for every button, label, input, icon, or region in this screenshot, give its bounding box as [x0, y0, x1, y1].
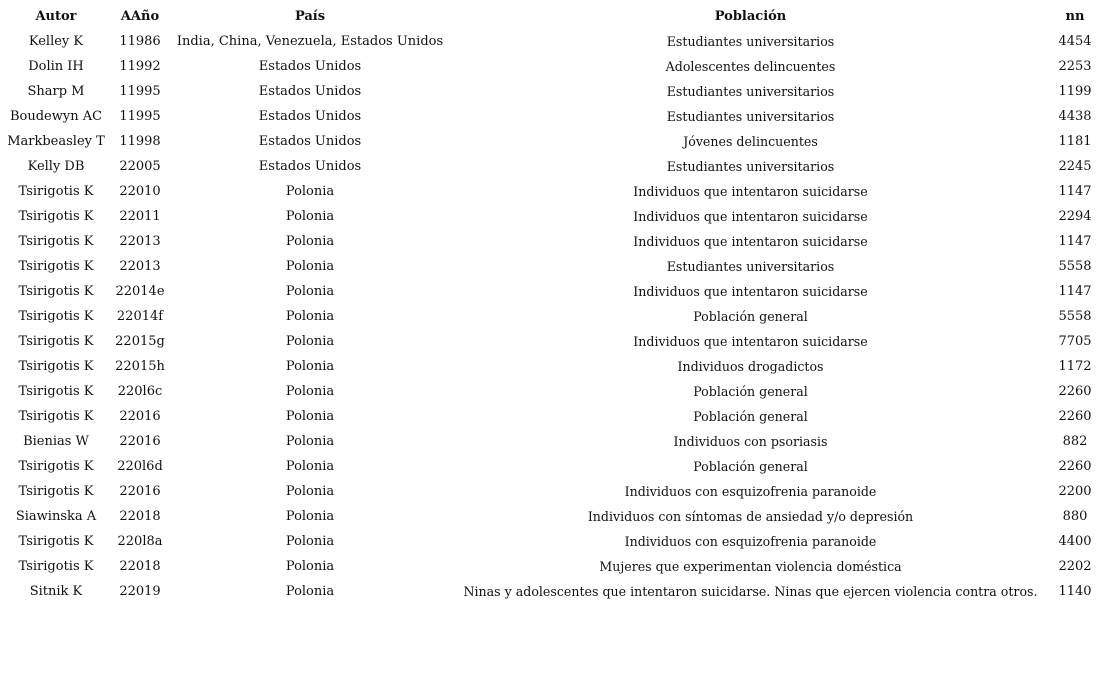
cell-poblacion: Población general — [693, 384, 808, 399]
cell-autor: Tsirigotis K — [18, 259, 94, 274]
table-row — [0, 579, 1101, 604]
cell-autor: Tsirigotis K — [18, 184, 94, 199]
table-header — [0, 4, 1101, 29]
header-nn: nn — [1065, 9, 1085, 24]
table-row — [0, 404, 1101, 429]
cell-autor: Sharp M — [27, 84, 85, 99]
table-row — [0, 279, 1101, 304]
cell-nn: 7705 — [1058, 334, 1092, 349]
cell-pais: Estados Unidos — [258, 59, 362, 74]
cell-poblacion: Individuos que intentaron suicidarse — [633, 184, 868, 199]
cell-autor: Tsirigotis K — [18, 359, 94, 374]
cell-anio: 11986 — [119, 34, 161, 49]
table-row — [0, 254, 1101, 279]
cell-poblacion: Individuos con psoriasis — [673, 434, 828, 449]
cell-anio: 22005 — [119, 159, 161, 174]
table-body — [0, 29, 1101, 604]
cell-anio: 22011 — [119, 209, 161, 224]
cell-anio: 22016 — [119, 409, 161, 424]
cell-anio: 11995 — [119, 84, 161, 99]
cell-poblacion: Estudiantes universitarios — [666, 259, 835, 274]
table-row — [0, 479, 1101, 504]
cell-poblacion: Individuos drogadictos — [677, 359, 824, 374]
cell-anio: 11998 — [119, 134, 161, 149]
cell-pais: Polonia — [285, 384, 335, 399]
cell-nn: 2294 — [1058, 209, 1092, 224]
cell-autor: Tsirigotis K — [18, 484, 94, 499]
cell-pais: Polonia — [285, 209, 335, 224]
cell-poblacion: Estudiantes universitarios — [666, 159, 835, 174]
cell-poblacion: Población general — [693, 309, 808, 324]
table-row — [0, 504, 1101, 529]
cell-nn: 4454 — [1058, 34, 1092, 49]
cell-pais: Polonia — [285, 309, 335, 324]
cell-pais: Polonia — [285, 334, 335, 349]
cell-poblacion: Individuos con síntomas de ansiedad y/o depresión — [587, 509, 914, 524]
cell-nn: 2245 — [1058, 159, 1092, 174]
cell-anio: 22010 — [119, 184, 161, 199]
cell-anio: 22018 — [119, 509, 161, 524]
table-row — [0, 329, 1101, 354]
cell-nn: 1181 — [1058, 134, 1092, 149]
cell-nn: 1147 — [1058, 234, 1092, 249]
cell-pais: Estados Unidos — [258, 159, 362, 174]
cell-anio: 22015g — [115, 334, 165, 349]
cell-poblacion: Ninas y adolescentes que intentaron suicidarse. Ninas que ejercen violencia contra otros. — [463, 584, 1038, 599]
table-row — [0, 554, 1101, 579]
cell-poblacion: Adolescentes delincuentes — [665, 59, 836, 74]
table-row — [0, 29, 1101, 54]
cell-autor: Tsirigotis K — [18, 284, 94, 299]
cell-autor: Dolin IH — [28, 59, 84, 74]
cell-autor: Tsirigotis K — [18, 209, 94, 224]
table-row — [0, 179, 1101, 204]
cell-poblacion: Individuos con esquizofrenia paranoide — [624, 534, 877, 549]
cell-anio: 220l6c — [117, 384, 163, 399]
cell-pais: Polonia — [285, 509, 335, 524]
cell-pais: Estados Unidos — [258, 84, 362, 99]
cell-anio: 22016 — [119, 484, 161, 499]
cell-anio: 22013 — [119, 234, 161, 249]
cell-autor: Bienias W — [23, 434, 89, 449]
cell-anio: 11992 — [119, 59, 161, 74]
table-row — [0, 379, 1101, 404]
cell-poblacion: Población general — [693, 459, 808, 474]
table-row — [0, 354, 1101, 379]
cell-autor: Tsirigotis K — [18, 534, 94, 549]
cell-nn: 2260 — [1058, 459, 1092, 474]
cell-autor: Markbeasley T — [7, 134, 105, 149]
cell-autor: Siawinska A — [15, 509, 97, 524]
cell-poblacion: Estudiantes universitarios — [666, 34, 835, 49]
cell-autor: Kelley K — [28, 34, 84, 49]
cell-nn: 882 — [1062, 434, 1088, 449]
cell-pais: Estados Unidos — [258, 134, 362, 149]
cell-anio: 22015h — [115, 359, 165, 374]
cell-autor: Kelly DB — [27, 159, 85, 174]
cell-nn: 880 — [1062, 509, 1088, 524]
header-autor: Autor — [35, 9, 77, 24]
cell-nn: 1199 — [1058, 84, 1092, 99]
cell-pais: Polonia — [285, 234, 335, 249]
cell-nn: 1172 — [1058, 359, 1092, 374]
cell-autor: Tsirigotis K — [18, 559, 94, 574]
table-row — [0, 429, 1101, 454]
cell-anio: 22013 — [119, 259, 161, 274]
cell-anio: 22016 — [119, 434, 161, 449]
cell-nn: 2260 — [1058, 409, 1092, 424]
cell-pais: Polonia — [285, 184, 335, 199]
cell-anio: 220l8a — [117, 534, 163, 549]
cell-pais: Polonia — [285, 409, 335, 424]
cell-autor: Boudewyn AC — [9, 109, 103, 124]
cell-autor: Tsirigotis K — [18, 334, 94, 349]
cell-pais: Polonia — [285, 284, 335, 299]
cell-nn: 2200 — [1058, 484, 1092, 499]
cell-pais: Polonia — [285, 459, 335, 474]
table-row — [0, 204, 1101, 229]
cell-poblacion: Individuos que intentaron suicidarse — [633, 334, 868, 349]
cell-anio: 22014f — [116, 309, 164, 324]
cell-nn: 4400 — [1058, 534, 1092, 549]
cell-poblacion: Estudiantes universitarios — [666, 84, 835, 99]
cell-poblacion: Individuos que intentaron suicidarse — [633, 234, 868, 249]
header-anio: AAño — [120, 9, 160, 24]
cell-poblacion: Individuos que intentaron suicidarse — [633, 284, 868, 299]
cell-anio: 11995 — [119, 109, 161, 124]
cell-autor: Tsirigotis K — [18, 309, 94, 324]
studies-table — [0, 4, 1101, 604]
header-row — [0, 4, 1101, 29]
header-poblacion: Población — [714, 9, 787, 24]
cell-anio: 22014e — [115, 284, 165, 299]
cell-pais: Polonia — [285, 359, 335, 374]
cell-pais: Polonia — [285, 534, 335, 549]
cell-pais: India, China, Venezuela, Estados Unidos — [176, 34, 444, 49]
table-row — [0, 304, 1101, 329]
table-row — [0, 229, 1101, 254]
cell-pais: Polonia — [285, 259, 335, 274]
table-row — [0, 454, 1101, 479]
cell-nn: 5558 — [1058, 259, 1092, 274]
table-row — [0, 79, 1101, 104]
table-row — [0, 104, 1101, 129]
cell-poblacion: Jóvenes delincuentes — [683, 134, 818, 149]
cell-pais: Polonia — [285, 559, 335, 574]
cell-pais: Estados Unidos — [258, 109, 362, 124]
cell-poblacion: Población general — [693, 409, 808, 424]
table-row — [0, 154, 1101, 179]
cell-autor: Tsirigotis K — [18, 409, 94, 424]
cell-poblacion: Individuos que intentaron suicidarse — [633, 209, 868, 224]
cell-autor: Tsirigotis K — [18, 384, 94, 399]
header-pais: País — [294, 9, 326, 24]
cell-nn: 1140 — [1058, 584, 1092, 599]
cell-nn: 2260 — [1058, 384, 1092, 399]
cell-anio: 22018 — [119, 559, 161, 574]
cell-anio: 22019 — [119, 584, 161, 599]
cell-nn: 5558 — [1058, 309, 1092, 324]
cell-poblacion: Individuos con esquizofrenia paranoide — [624, 484, 877, 499]
cell-autor: Tsirigotis K — [18, 234, 94, 249]
cell-nn: 2202 — [1058, 559, 1092, 574]
cell-nn: 4438 — [1058, 109, 1092, 124]
cell-pais: Polonia — [285, 584, 335, 599]
cell-autor: Sitnik K — [29, 584, 83, 599]
cell-autor: Tsirigotis K — [18, 459, 94, 474]
cell-nn: 1147 — [1058, 284, 1092, 299]
cell-pais: Polonia — [285, 484, 335, 499]
cell-poblacion: Mujeres que experimentan violencia doméstica — [599, 559, 902, 574]
cell-pais: Polonia — [285, 434, 335, 449]
cell-poblacion: Estudiantes universitarios — [666, 109, 835, 124]
cell-nn: 2253 — [1058, 59, 1092, 74]
cell-nn: 1147 — [1058, 184, 1092, 199]
table-row — [0, 129, 1101, 154]
cell-anio: 220l6d — [117, 459, 163, 474]
table-row — [0, 529, 1101, 554]
table-row — [0, 54, 1101, 79]
